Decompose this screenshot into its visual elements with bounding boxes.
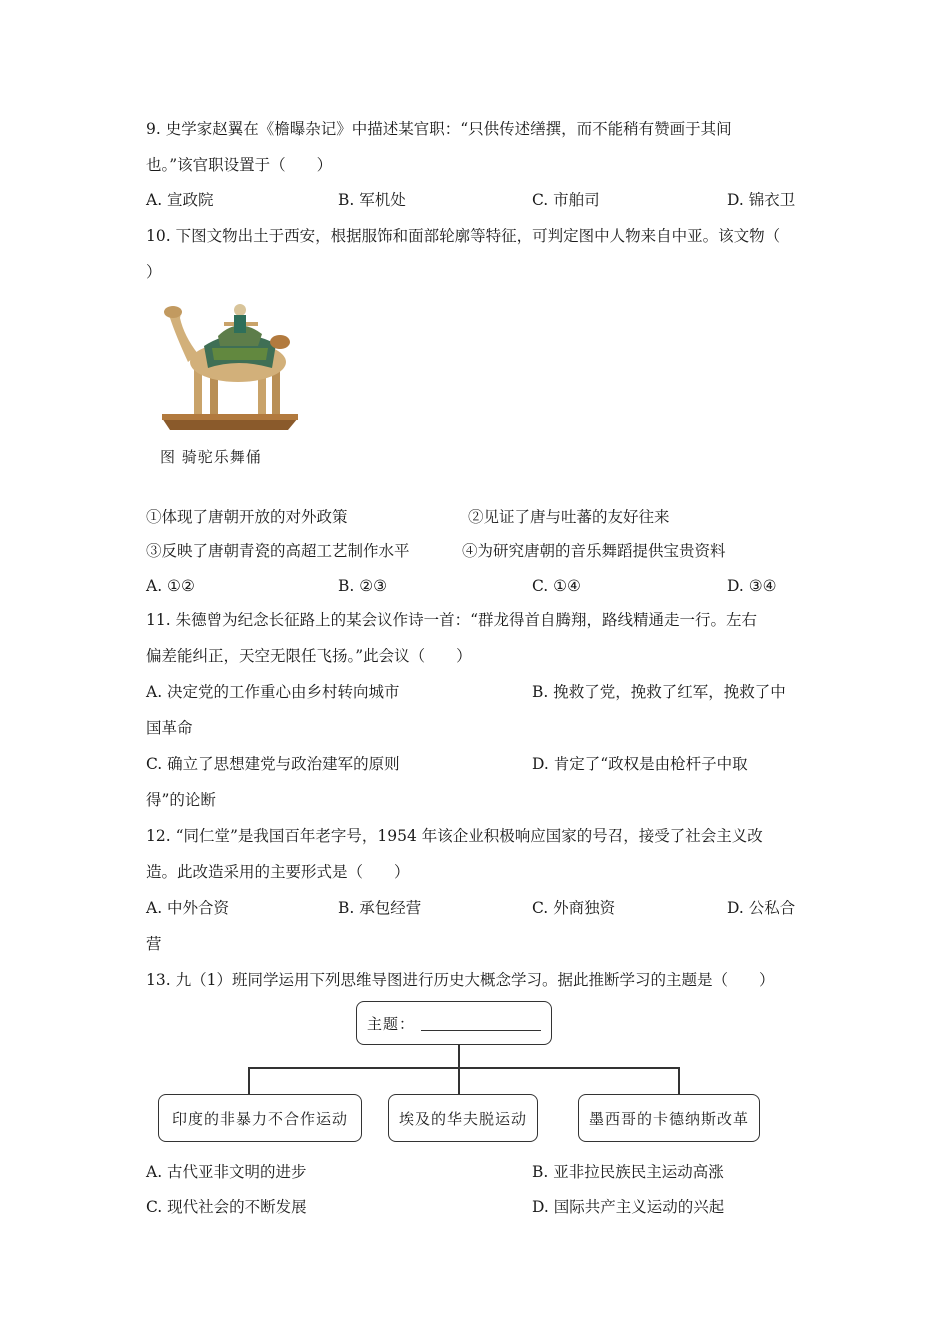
- q11-stem-line2: 偏差能纠正，天空无限任飞扬。”此会议（ ）: [146, 647, 472, 665]
- q10-option-d: D. ③④: [727, 577, 777, 595]
- mindmap-child-label-3: 墨西哥的卡德纳斯改革: [588, 1109, 749, 1128]
- mindmap-child-box-3: [578, 1094, 760, 1142]
- q13-option-d: D. 国际共产主义运动的兴起: [532, 1198, 725, 1216]
- q13-option-a: A. 古代亚非文明的进步: [146, 1163, 307, 1181]
- q9-stem-line1: 9. 史学家赵翼在《檐曝杂记》中描述某官职：“只供传述缮撰，而不能稍有赞画于其间: [146, 120, 732, 138]
- q11-stem-line1: 11. 朱德曾为纪念长征路上的某会议作诗一首：“群龙得首自腾翔，路线精通走一行。左右: [146, 611, 758, 629]
- mindmap-root-label: 主题：: [366, 1014, 415, 1033]
- q9-stem-line2: 也。”该官职设置于（ ）: [146, 156, 333, 174]
- q13-option-b: B. 亚非拉民族民主运动高涨: [532, 1163, 724, 1181]
- mindmap-child-label-2: 埃及的华夫脱运动: [398, 1109, 527, 1128]
- mindmap-root-box: [356, 1001, 552, 1045]
- mindmap-connector-left: [248, 1067, 250, 1095]
- q13-option-c: C. 现代社会的不断发展: [146, 1198, 307, 1216]
- q10-stem-line2: ）: [146, 263, 162, 281]
- camel-figurine-image: [158, 296, 302, 436]
- mindmap-connector-middle: [458, 1067, 460, 1095]
- mindmap-root-blank: [421, 1016, 541, 1031]
- mindmap-connector-trunk: [458, 1045, 460, 1068]
- q12-option-d: D. 公私合: [727, 899, 796, 917]
- q12-stem-line1: 12. “同仁堂”是我国百年老字号，1954 年该企业积极响应国家的号召，接受了社会主义改: [146, 827, 763, 845]
- q12-option-d-line2: 营: [146, 935, 162, 953]
- q9-option-d: D. 锦衣卫: [727, 191, 796, 209]
- q12-option-c: C. 外商独资: [532, 899, 616, 917]
- q10-statement-3: ③反映了唐朝青瓷的高超工艺制作水平: [146, 542, 410, 560]
- q11-option-b-line1: B. 挽救了党，挽救了红军，挽救了中: [532, 683, 786, 701]
- q10-option-b: B. ②③: [338, 577, 388, 595]
- q10-statement-2: ②见证了唐与吐蕃的友好往来: [468, 508, 670, 526]
- figure-caption: 图 骑驼乐舞俑: [160, 448, 262, 466]
- q11-option-b-line2: 国革命: [146, 719, 193, 737]
- mindmap-child-box-2: [388, 1094, 538, 1142]
- q9-option-a: A. 宣政院: [146, 191, 214, 209]
- q12-option-a: A. 中外合资: [146, 899, 230, 917]
- q10-statement-1: ①体现了唐朝开放的对外政策: [146, 508, 348, 526]
- mindmap-child-label-1: 印度的非暴力不合作运动: [171, 1109, 348, 1128]
- q11-option-a: A. 决定党的工作重心由乡村转向城市: [146, 683, 400, 701]
- q10-statement-4: ④为研究唐朝的音乐舞蹈提供宝贵资料: [462, 542, 726, 560]
- q12-stem-line2: 造。此改造采用的主要形式是（ ）: [146, 863, 410, 881]
- q11-option-c: C. 确立了思想建党与政治建军的原则: [146, 755, 400, 773]
- q13-stem: 13. 九（1）班同学运用下列思维导图进行历史大概念学习。据此推断学习的主题是（ ）: [146, 971, 775, 989]
- q10-option-c: C. ①④: [532, 577, 581, 595]
- q9-option-b: B. 军机处: [338, 191, 406, 209]
- mindmap-connector-bar: [248, 1067, 680, 1069]
- q10-option-a: A. ①②: [146, 577, 195, 595]
- mindmap-connector-right: [678, 1067, 680, 1095]
- mindmap-child-box-1: [158, 1094, 362, 1142]
- q11-option-d-line2: 得”的论断: [146, 791, 216, 809]
- q10-stem-line1: 10. 下图文物出土于西安，根据服饰和面部轮廓等特征，可判定图中人物来自中亚。该文物（: [146, 227, 781, 245]
- q9-option-c: C. 市舶司: [532, 191, 600, 209]
- q12-option-b: B. 承包经营: [338, 899, 422, 917]
- q11-option-d-line1: D. 肯定了“政权是由枪杆子中取: [532, 755, 748, 773]
